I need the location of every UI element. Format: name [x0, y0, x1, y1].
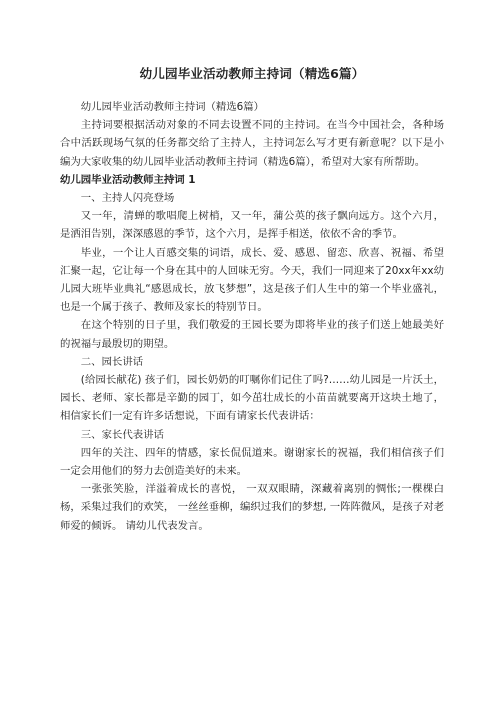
- paragraph: 二、园长讲话: [80, 355, 144, 368]
- paragraph: 又一年，清蝉的歌唱爬上树梢，又一年，蒲公英的孩子飘向远方。这个六月，是洒泪告别，深深感恩的季节，这个六月，是挥手相送，依依不舍的季节。: [60, 210, 444, 241]
- document-body: [60, 98, 444, 535]
- section-heading: 幼儿园毕业活动教师主持词 1: [60, 173, 196, 186]
- paragraph: 毕业，一个让人百感交集的词语，成长、爱、感恩、留恋、欣喜、祝福、希望汇聚一起，它让每一个身在其中的人回味无穷。今天，我们一同迎来了20xx年xx幼儿园大班毕业典礼“感恩成长，放飞梦想”，这是孩子们人生中的第一个毕业盛礼，也是一个属于孩子、教师及家长的特别节日。: [60, 246, 444, 314]
- paragraph: 一、主持人闪亮登场: [80, 192, 175, 205]
- paragraph: 主持词要根据活动对象的不同去设置不同的主持词。在当今中国社会，各种场合中活跃现场气氛的任务都交给了主持人，主持词怎么写才更有新意呢？以下是小编为大家收集的幼儿园毕业活动教师主持词（精选6篇），希望对大家有所帮助。: [60, 119, 444, 168]
- paragraph: 在这个特别的日子里，我们敬爱的王园长要为即将毕业的孩子们送上她最美好的祝福与最殷切的期望。: [60, 319, 444, 350]
- paragraph: 一张张笑脸，洋溢着成长的喜悦， 一双双眼睛，深藏着离别的惆怅;一棵棵白杨，采集过我们的欢笑， 一丝丝垂柳，编织过我们的梦想, 一阵阵微风，是孩子对老师爱的倾诉。 请幼儿代表发言。: [60, 483, 444, 532]
- paragraph: 幼儿园毕业活动教师主持词（精选6篇）: [80, 101, 265, 113]
- paragraph: (给园长献花) 孩子们，园长奶奶的叮嘱你们记住了吗?……幼儿园是一片沃土，园长、老师、家长都是辛勤的园丁，如今茁壮成长的小苗苗就要离开这块土地了，相信家长们一定有许多话想说，下面有请家长代表讲话：: [60, 374, 444, 423]
- document-title: 幼儿园毕业活动教师主持词（精选6篇）: [139, 66, 365, 81]
- paragraph: 三、家长代表讲话: [80, 428, 164, 441]
- paragraph: 四年的关注、四年的情感，家长侃侃道来。谢谢家长的祝福，我们相信孩子们一定会用他们的努力去创造美好的未来。: [60, 446, 444, 478]
